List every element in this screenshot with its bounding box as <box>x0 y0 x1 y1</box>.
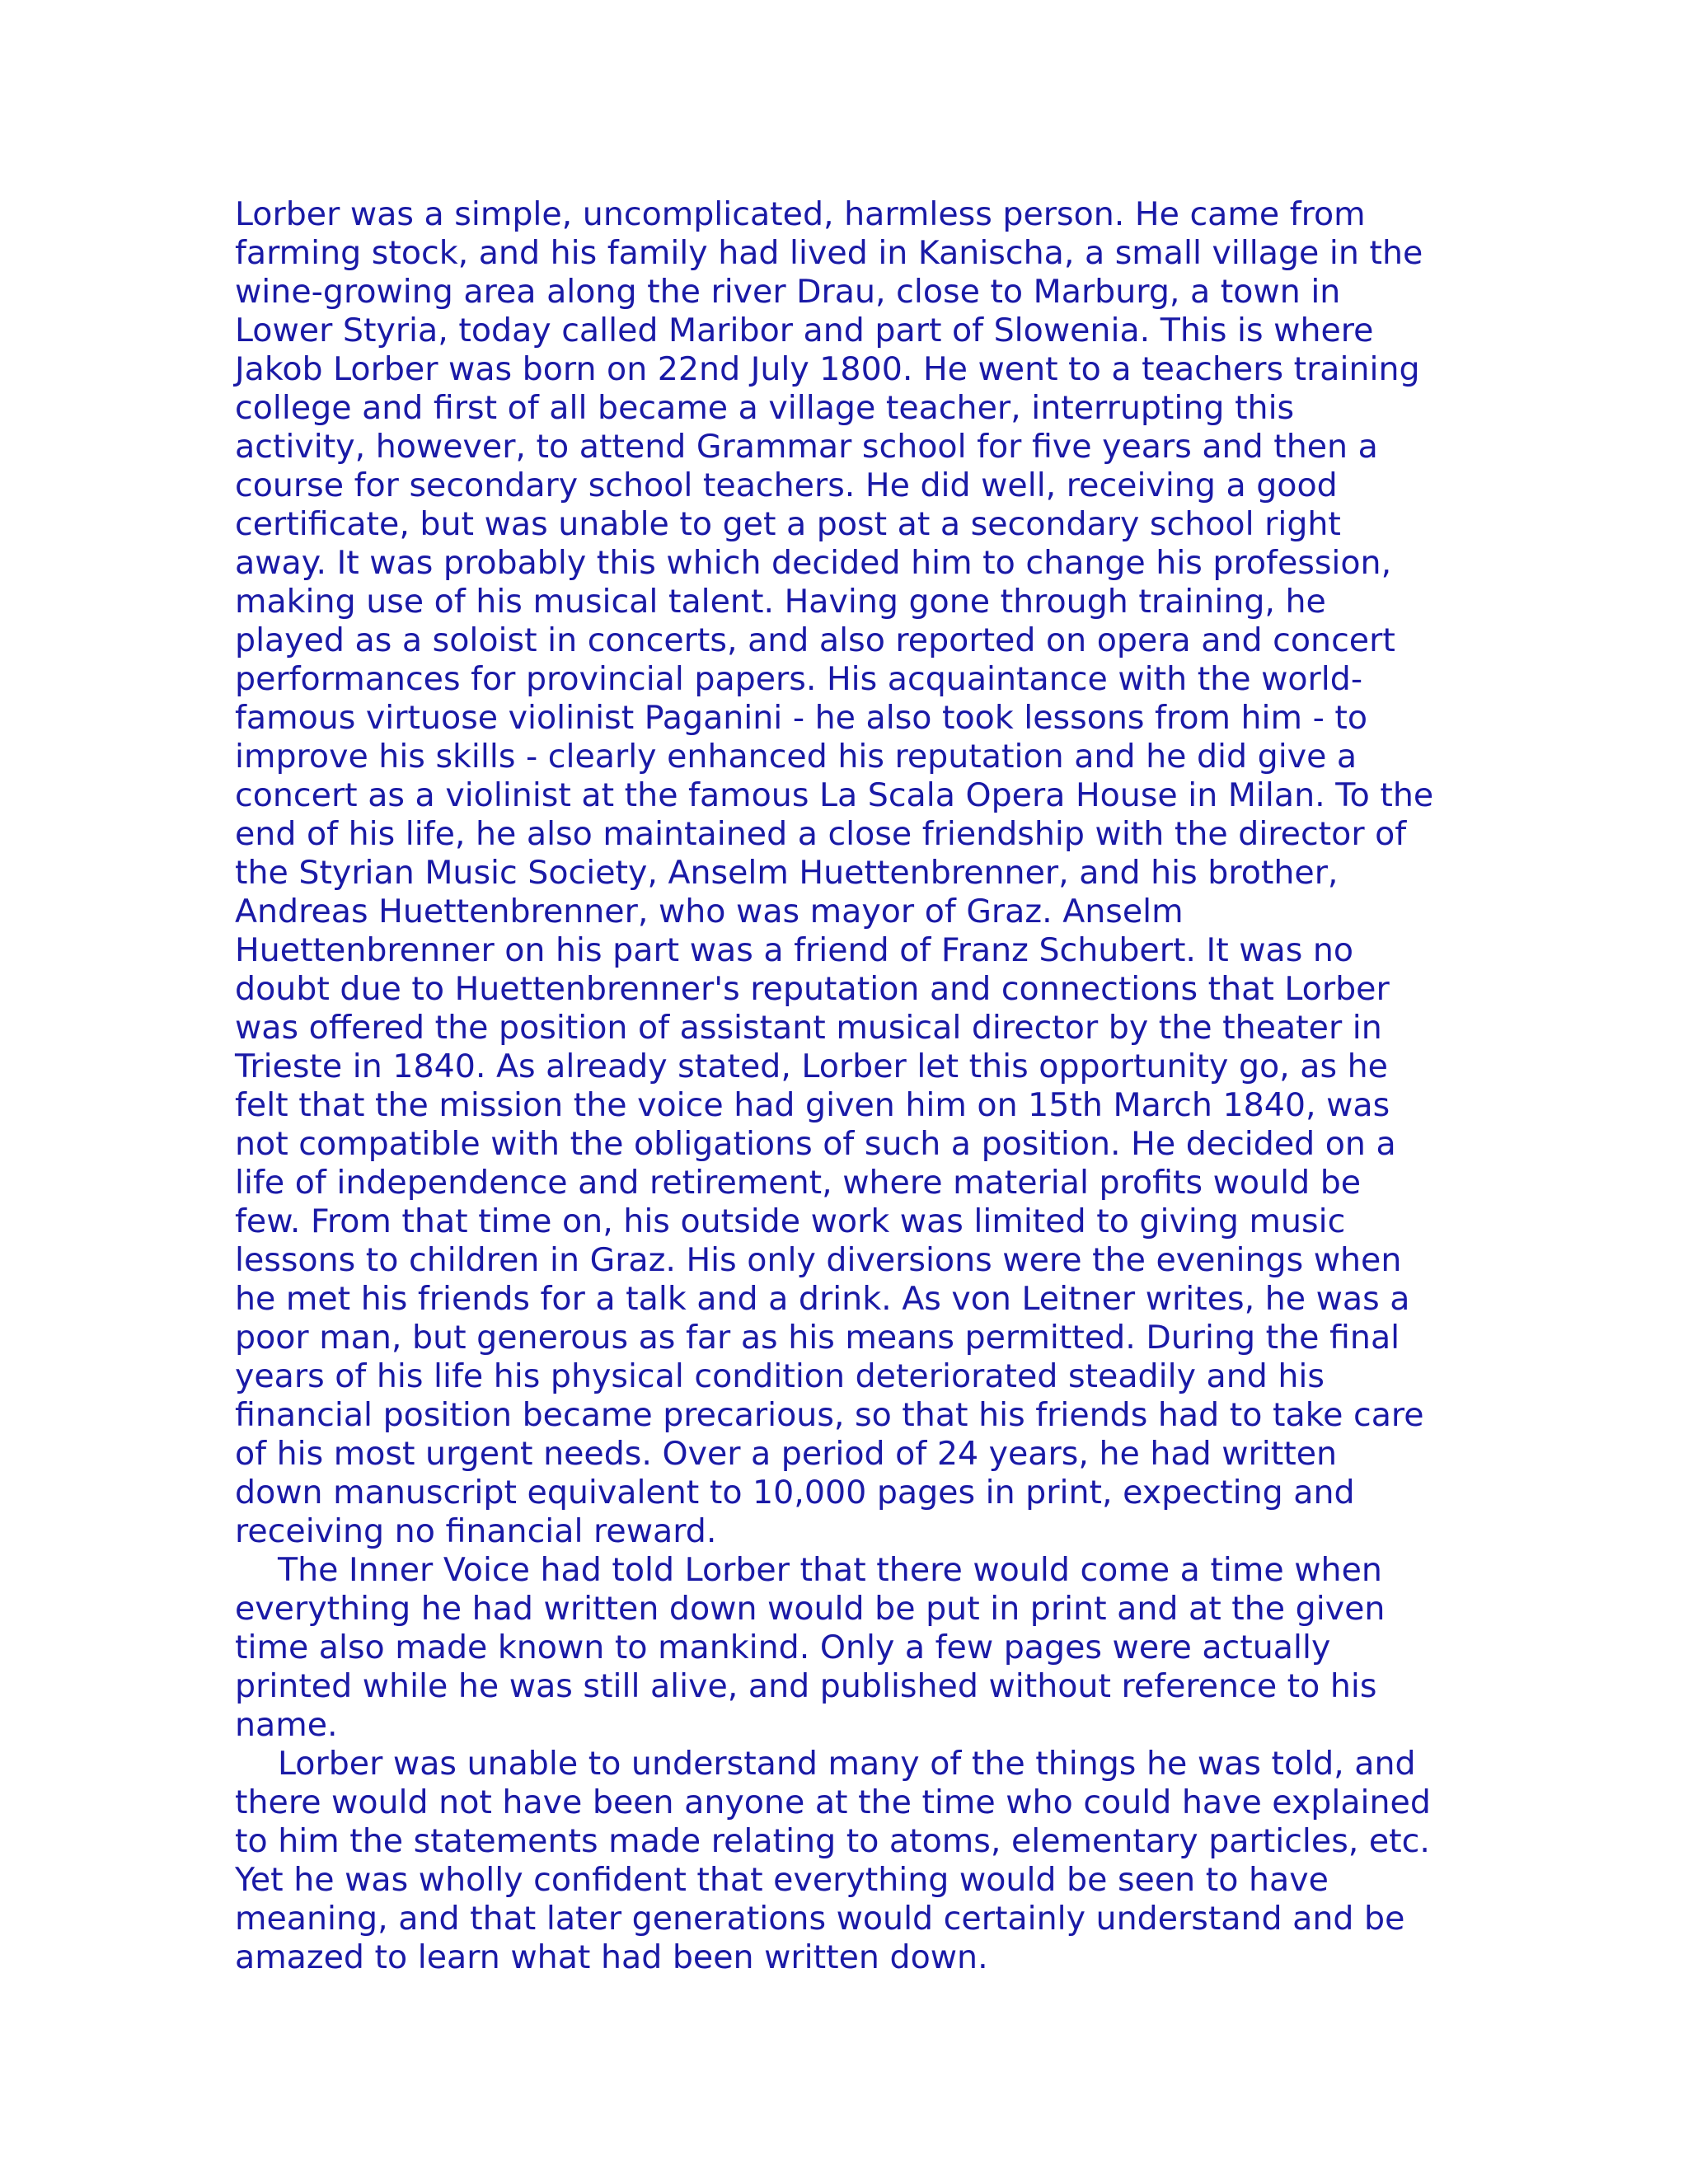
body-text <box>235 195 1471 1977</box>
text-line: down manuscript equivalent to 10,000 pages in print, expecting and <box>235 1474 1355 1511</box>
text-line: certificate, but was unable to get a post at a secondary school right <box>235 505 1341 543</box>
text-line: to him the statements made relating to atoms, elementary particles, etc. <box>235 1822 1430 1860</box>
text-line: he met his friends for a talk and a drink. As von Leitner writes, he was a <box>235 1280 1410 1318</box>
text-line: Yet he was wholly confident that everything would be seen to have <box>235 1861 1329 1899</box>
text-line: there would not have been anyone at the time who could have explained <box>235 1783 1431 1821</box>
text-line: life of independence and retirement, where material profits would be <box>235 1164 1362 1202</box>
text-line: years of his life his physical condition deteriorated steadily and his <box>235 1357 1325 1395</box>
text-line: end of his life, he also maintained a close friendship with the director of <box>235 815 1407 853</box>
paragraph-start-line: The Inner Voice had told Lorber that there would come a time when <box>278 1551 1382 1589</box>
text-line: was offered the position of assistant musical director by the theater in <box>235 1009 1382 1047</box>
text-line: financial position became precarious, so that his friends had to take care <box>235 1396 1424 1434</box>
text-line: played as a soloist in concerts, and also reported on opera and concert <box>235 621 1395 659</box>
text-line: Trieste in 1840. As already stated, Lorber let this opportunity go, as he <box>235 1047 1388 1085</box>
text-line: concert as a violinist at the famous La Scala Opera House in Milan. To the <box>235 776 1434 814</box>
text-line: not compatible with the obligations of such a position. He decided on a <box>235 1125 1396 1163</box>
text-line: everything he had written down would be put in print and at the given <box>235 1590 1386 1628</box>
text-line: felt that the mission the voice had given him on 15th March 1840, was <box>235 1086 1390 1124</box>
text-line: name. <box>235 1706 338 1744</box>
text-line: the Styrian Music Society, Anselm Huettenbrenner, and his brother, <box>235 854 1339 892</box>
text-line: time also made known to mankind. Only a few pages were actually <box>235 1629 1331 1666</box>
text-line: meaning, and that later generations would certainly understand and be <box>235 1900 1405 1938</box>
text-line: performances for provincial papers. His acquaintance with the world- <box>235 660 1363 698</box>
text-line: famous virtuose violinist Paganini - he also took lessons from him - to <box>235 699 1368 737</box>
text-line: Lower Styria, today called Maribor and part of Slowenia. This is where <box>235 312 1374 349</box>
text-line: wine-growing area along the river Drau, close to Marburg, a town in <box>235 273 1341 311</box>
text-line: receiving no financial reward. <box>235 1512 717 1550</box>
text-line: amazed to learn what had been written down. <box>235 1938 988 1976</box>
text-line: college and first of all became a village teacher, interrupting this <box>235 389 1295 427</box>
text-line: activity, however, to attend Grammar school for five years and then a <box>235 428 1378 466</box>
text-line: lessons to children in Graz. His only diversions were the evenings when <box>235 1241 1402 1279</box>
text-line: Jakob Lorber was born on 22nd July 1800. He went to a teachers training <box>235 350 1420 388</box>
text-line: away. It was probably this which decided him to change his profession, <box>235 544 1392 582</box>
text-line: Lorber was a simple, uncomplicated, harmless person. He came from <box>235 195 1366 233</box>
paragraph-start-line: Lorber was unable to understand many of the things he was told, and <box>278 1745 1416 1783</box>
text-line: farming stock, and his family had lived in Kanischa, a small village in the <box>235 234 1423 272</box>
text-line: making use of his musical talent. Having gone through training, he <box>235 583 1326 621</box>
text-line: doubt due to Huettenbrenner's reputation and connections that Lorber <box>235 970 1390 1008</box>
text-line: Andreas Huettenbrenner, who was mayor of Graz. Anselm <box>235 893 1184 930</box>
text-line: poor man, but generous as far as his means permitted. During the final <box>235 1319 1400 1357</box>
text-line: improve his skills - clearly enhanced his reputation and he did give a <box>235 738 1357 776</box>
text-line: Huettenbrenner on his part was a friend of Franz Schubert. It was no <box>235 931 1354 969</box>
text-line: few. From that time on, his outside work was limited to giving music <box>235 1202 1346 1240</box>
text-line: printed while he was still alive, and published without reference to his <box>235 1667 1377 1705</box>
text-line: of his most urgent needs. Over a period of 24 years, he had written <box>235 1435 1338 1473</box>
text-line: course for secondary school teachers. He did well, receiving a good <box>235 466 1338 504</box>
